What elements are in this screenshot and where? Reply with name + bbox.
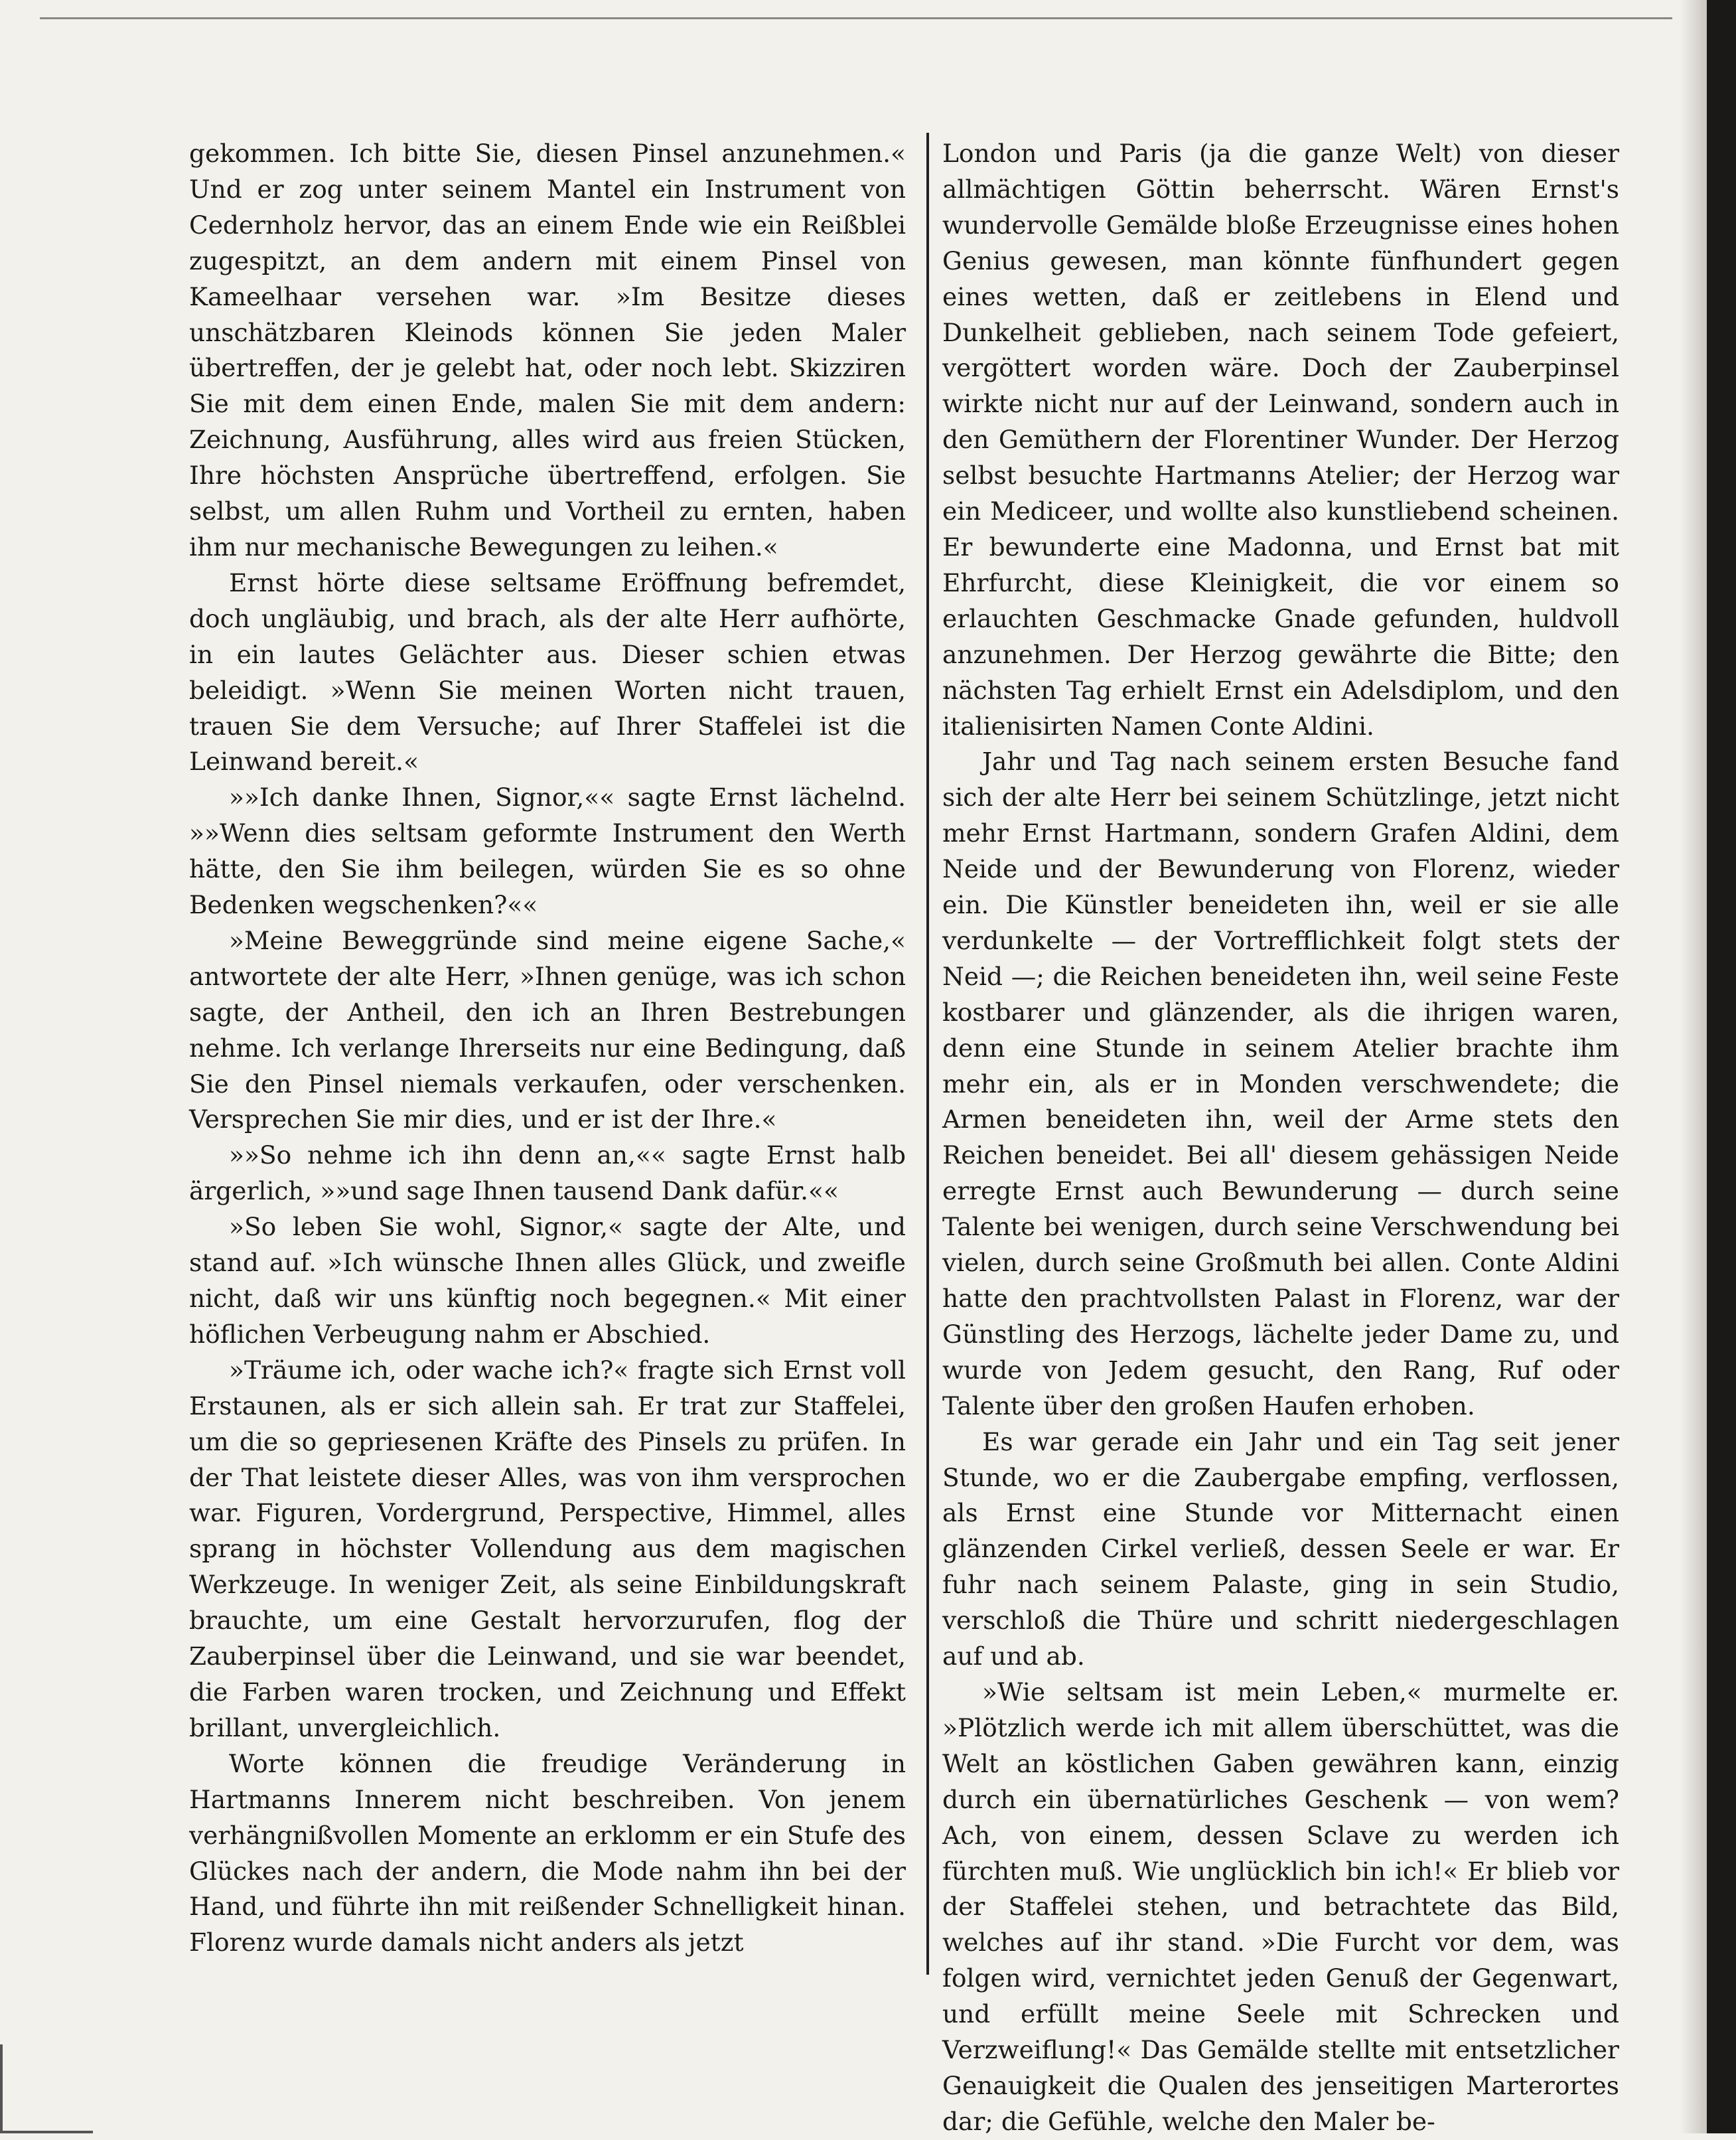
left-paragraph-3: »»Ich danke Ihnen, Signor,«« sagte Ernst lächelnd. »»Wenn dies seltsam geformte Instrument den Werth hätte, den Sie ihm beilegen, würden Sie es so ohne Bedenken wegschenken?«« (189, 783, 906, 920)
left-paragraph-6: »So leben Sie wohl, Signor,« sagte der Alte, und stand auf. »Ich wünsche Ihnen alles Glück, und zweifle nicht, daß wir uns künftig noch begegnen.« Mit einer höflichen Verbeugung nahm er Abschied. (189, 1212, 906, 1349)
left-paragraph-7: »Träume ich, oder wache ich?« fragte sich Ernst voll Erstaunen, als er sich allein sah. Er trat zur Staffelei, um die so gepriesenen Kräfte des Pinsels zu prüfen. In der That leistete dieser Alles, was von ihm versprochen war. Figuren, Vordergrund, Perspective, Himmel, alles sprang in höchster Vollendung aus dem magischen Werkzeuge. In weniger Zeit, als seine Einbildungskraft brauchte, um eine Gestalt hervorzurufen, flog der Zauberpinsel über die Leinwand, und sie war beendet, die Farben waren trocken, und Zeichnung und Effekt brillant, unvergleichlich. (189, 1355, 906, 1742)
page-shadow (1680, 0, 1707, 2133)
column-divider (926, 133, 929, 1975)
left-column (189, 136, 906, 1961)
corner-mark (0, 2044, 93, 2133)
right-paragraph-4: »Wie seltsam ist mein Leben,« murmelte er. »Plötzlich werde ich mit allem überschüttet, was die Welt an köstlichen Gaben gewähren kann, einzig durch ein übernatürliches Geschenk — von wem? Ach, von einem, dessen Sclave zu werden ich fürchten muß. Wie unglücklich bin ich!« Er blieb vor der Staffelei stehen, und betrachtete das Bild, welches auf ihr stand. »Die Furcht vor dem, was folgen wird, vernichtet jeden Genuß der Gegenwart, und erfüllt meine Seele mit Schrecken und Verzweiflung!« Das Gemälde stellte mit entsetzlicher Genauigkeit die Qualen des jenseitigen Marterortes dar; die Gefühle, welche den Maler be- (942, 1677, 1619, 2136)
right-paragraph-2: Jahr und Tag nach seinem ersten Besuche fand sich der alte Herr bei seinem Schützlinge, jetzt nicht mehr Ernst Hartmann, sondern Grafen Aldini, dem Neide und der Bewunderung von Florenz, wieder ein. Die Künstler beneideten ihn, weil er sie alle verdunkelte — der Vortrefflichkeit folgt stets der Neid —; die Reichen beneideten ihn, weil seine Feste kostbarer und glänzender, als die ihrigen waren, denn eine Stunde in seinem Atelier brachte ihm mehr ein, als er in Monden verschwendete; die Armen beneideten ihn, weil der Arme stets den Reichen beneidet. Bei all' diesem gehässigen Neide erregte Ernst auch Bewunderung — durch seine Talente bei wenigen, durch seine Verschwendung bei vielen, durch seine Großmuth bei allen. Conte Aldini hatte den prachtvollsten Palast in Florenz, war der Günstling des Herzogs, lächelte jeder Dame zu, und wurde von Jedem gesucht, den Rang, Ruf oder Talente über den großen Haufen erhoben. (942, 747, 1619, 1420)
left-paragraph-5: »»So nehme ich ihn denn an,«« sagte Ernst halb ärgerlich, »»und sage Ihnen tausend Dank dafür.«« (189, 1140, 906, 1206)
right-paragraph-3: Es war gerade ein Jahr und ein Tag seit jener Stunde, wo er die Zaubergabe empfing, verflossen, als Ernst eine Stunde vor Mitternacht einen glänzenden Cirkel verließ, dessen Seele er war. Er fuhr nach seinem Palaste, ging in sein Studio, verschloß die Thüre und schritt niedergeschlagen auf und ab. (942, 1426, 1619, 1671)
left-paragraph-2: Ernst hörte diese seltsame Eröffnung befremdet, doch ungläubig, und brach, als der alte Herr aufhörte, in ein lautes Gelächter aus. Dieser schien etwas beleidigt. »Wenn Sie meinen Worten nicht trauen, trauen Sie dem Versuche; auf Ihrer Staffelei ist die Leinwand bereit.« (189, 568, 906, 777)
left-paragraph-4: »Meine Beweggründe sind meine eigene Sache,« antwortete der alte Herr, »Ihnen genüge, was ich schon sagte, der Antheil, den ich an Ihren Bestrebungen nehme. Ich verlange Ihrerseits nur eine Bedingung, daß Sie den Pinsel niemals verkaufen, oder verschenken. Versprechen Sie mir dies, und er ist der Ihre.« (189, 925, 906, 1134)
top-rule (40, 17, 1672, 19)
left-paragraph-1: gekommen. Ich bitte Sie, diesen Pinsel anzunehmen.« Und er zog unter seinem Mantel ein Instrument von Cedernholz hervor, das an einem Ende wie ein Reißblei zugespitzt, an dem andern mit einem Pinsel von Kameelhaar versehen war. »Im Besitze dieses unschätzbaren Kleinods können Sie jeden Maler übertreffen, der je gelebt hat, oder noch lebt. Skizziren Sie mit dem einen Ende, malen Sie mit dem andern: Zeichnung, Ausführung, alles wird aus freien Stücken, Ihre höchsten Ansprüche übertreffend, erfolgen. Sie selbst, um allen Ruhm und Vortheil zu ernten, haben ihm nur mechanische Bewegungen zu leihen.« (189, 139, 906, 562)
page-edge (1707, 0, 1736, 2133)
right-column (942, 136, 1619, 2140)
left-paragraph-8: Worte können die freudige Veränderung in Hartmanns Innerem nicht beschreiben. Von jenem verhängnißvollen Momente an erklomm er ein Stufe des Glückes nach der andern, die Mode nahm ihn bei der Hand, und führte ihn mit reißender Schnelligkeit hinan. Florenz wurde damals nicht anders als jetzt (189, 1748, 906, 1957)
right-paragraph-1: London und Paris (ja die ganze Welt) von dieser allmächtigen Göttin beherrscht. Wären Ernst's wundervolle Gemälde bloße Erzeugnisse eines hohen Genius gewesen, man könnte fünfhundert gegen eines wetten, daß er zeitlebens in Elend und Dunkelheit geblieben, nach seinem Tode gefeiert, vergöttert worden wäre. Doch der Zauberpinsel wirkte nicht nur auf der Leinwand, sondern auch in den Gemüthern der Florentiner Wunder. Der Herzog selbst besuchte Hartmanns Atelier; der Herzog war ein Mediceer, und wollte also kunstliebend scheinen. Er bewunderte eine Madonna, und Ernst bat mit Ehrfurcht, diese Kleinigkeit, die vor einem so erlauchten Geschmacke Gnade gefunden, huldvoll anzunehmen. Der Herzog gewährte die Bitte; den nächsten Tag erhielt Ernst ein Adelsdiplom, und den italienisirten Namen Conte Aldini. (942, 139, 1619, 741)
